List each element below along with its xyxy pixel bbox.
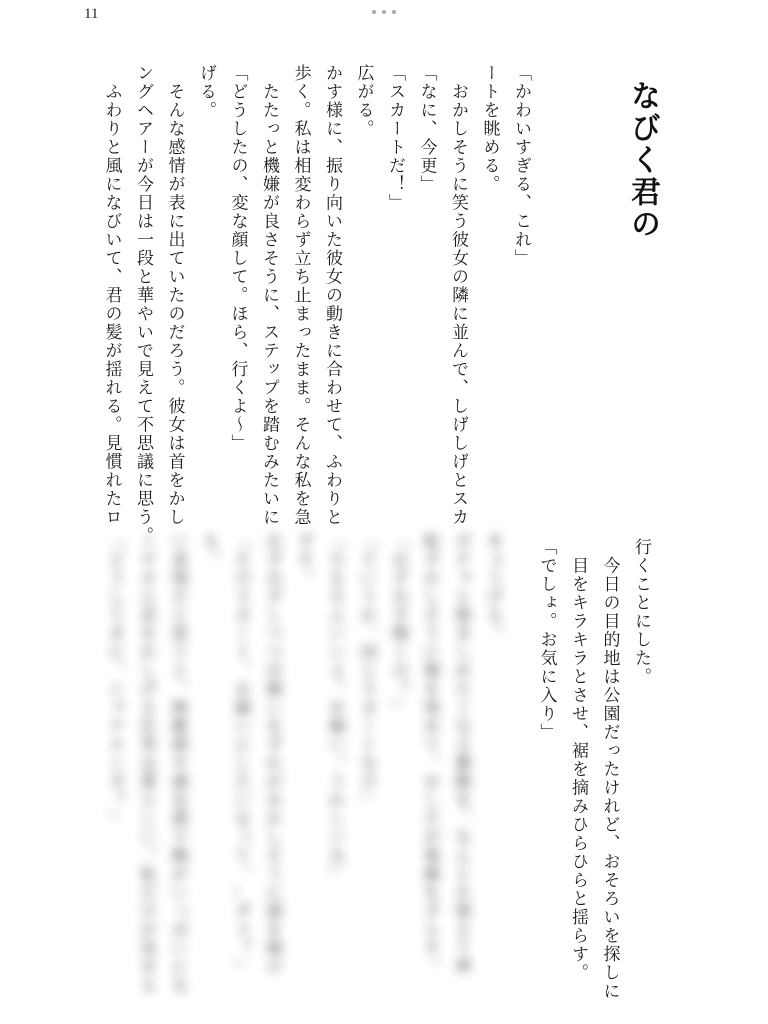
text-line: ングヘアーが今日は一段と華やいで見えて不思議に思う。 bbox=[133, 64, 153, 545]
text-line: 今日の目的地は公園だったけれど、おそろいを探しに bbox=[599, 538, 620, 1001]
text-line: 「なに、今更」 bbox=[416, 64, 437, 194]
text-line: 目をキラキラとさせ、裾を摘みひらひらと揺らす。 bbox=[568, 538, 588, 982]
text-line: ミヤさん首をかしげる仕草は愛らしい。私だけが見せる bbox=[136, 532, 156, 995]
text-line: そんな感情が表に出ていたのだろう。彼女は首をかし bbox=[164, 64, 185, 527]
dot-icon bbox=[382, 10, 386, 14]
text-line: きょうげる。 bbox=[482, 532, 503, 643]
page-number: 11 bbox=[84, 6, 99, 22]
text-line: 行くことにした。 bbox=[631, 538, 651, 686]
dot-icon bbox=[372, 10, 376, 14]
text-line: 「スカートだ！」 bbox=[385, 64, 405, 212]
more-options-icon[interactable] bbox=[372, 4, 396, 20]
text-line: い表現だと思うと、無敵感や満足感で胸がいっぱいにな bbox=[167, 532, 188, 995]
text-line: かす様に、振り向いた彼女の動きに合わせて、ふわりと bbox=[322, 64, 342, 527]
text-line: 「どうしたの、変な顔して。ほら、行くよ〜」 bbox=[227, 64, 248, 453]
text-line: たたっと機嫌が良さそうに、ステップを踏むみたいに bbox=[259, 64, 279, 527]
chapter-title: なびく君の bbox=[625, 80, 660, 240]
text-line: ずそ。 bbox=[293, 532, 314, 588]
dot-icon bbox=[392, 10, 396, 14]
text-line: 「どうしてきに、シャナエンダ？」 bbox=[104, 532, 125, 828]
text-line: 広がる。 bbox=[353, 64, 374, 138]
blurred-text-preview bbox=[98, 532, 508, 1012]
text-line: 「でいうか、同じスカートなの」 bbox=[356, 532, 377, 810]
text-line: げる。 bbox=[196, 64, 216, 120]
text-line: ートを眺める。 bbox=[479, 64, 500, 194]
text-line: 「そのスカート、お揃いにしたいなって、…ダメ？」 bbox=[230, 532, 251, 976]
text-line: おずおずしつつ目線いをずれがおかしそうに頭を傾け bbox=[262, 532, 282, 976]
text-line: 「ちもちんいいよ。お揃い。うれしいな」 bbox=[325, 532, 345, 884]
text-line: ボチャと抱きしめたくなる衝動を、なんとか堪えて伸 bbox=[451, 532, 471, 976]
text-line: 「でしょ。お気に入り」 bbox=[536, 538, 557, 742]
text-line: も。 bbox=[199, 532, 219, 569]
text-line: 歩く。私は相変わらず立ち止まったまま。そんな私を急 bbox=[290, 64, 311, 527]
body-text-upper bbox=[95, 64, 536, 545]
text-line: おかしそうに笑う彼女の隣に並んで、しげしげとスカ bbox=[448, 64, 468, 527]
text-line: ふわりと風になびいて、君の髪が揺れる。見慣れたロ bbox=[101, 64, 122, 527]
text-line: 恥ずかしそうに頬を染めて、おしだが視線をずらす。 bbox=[419, 532, 440, 976]
body-text-lower bbox=[530, 538, 656, 1008]
text-line: 「かわいすぎる、これ」 bbox=[511, 64, 531, 268]
text-line: 「おずおず聞くの？」 bbox=[388, 532, 408, 717]
